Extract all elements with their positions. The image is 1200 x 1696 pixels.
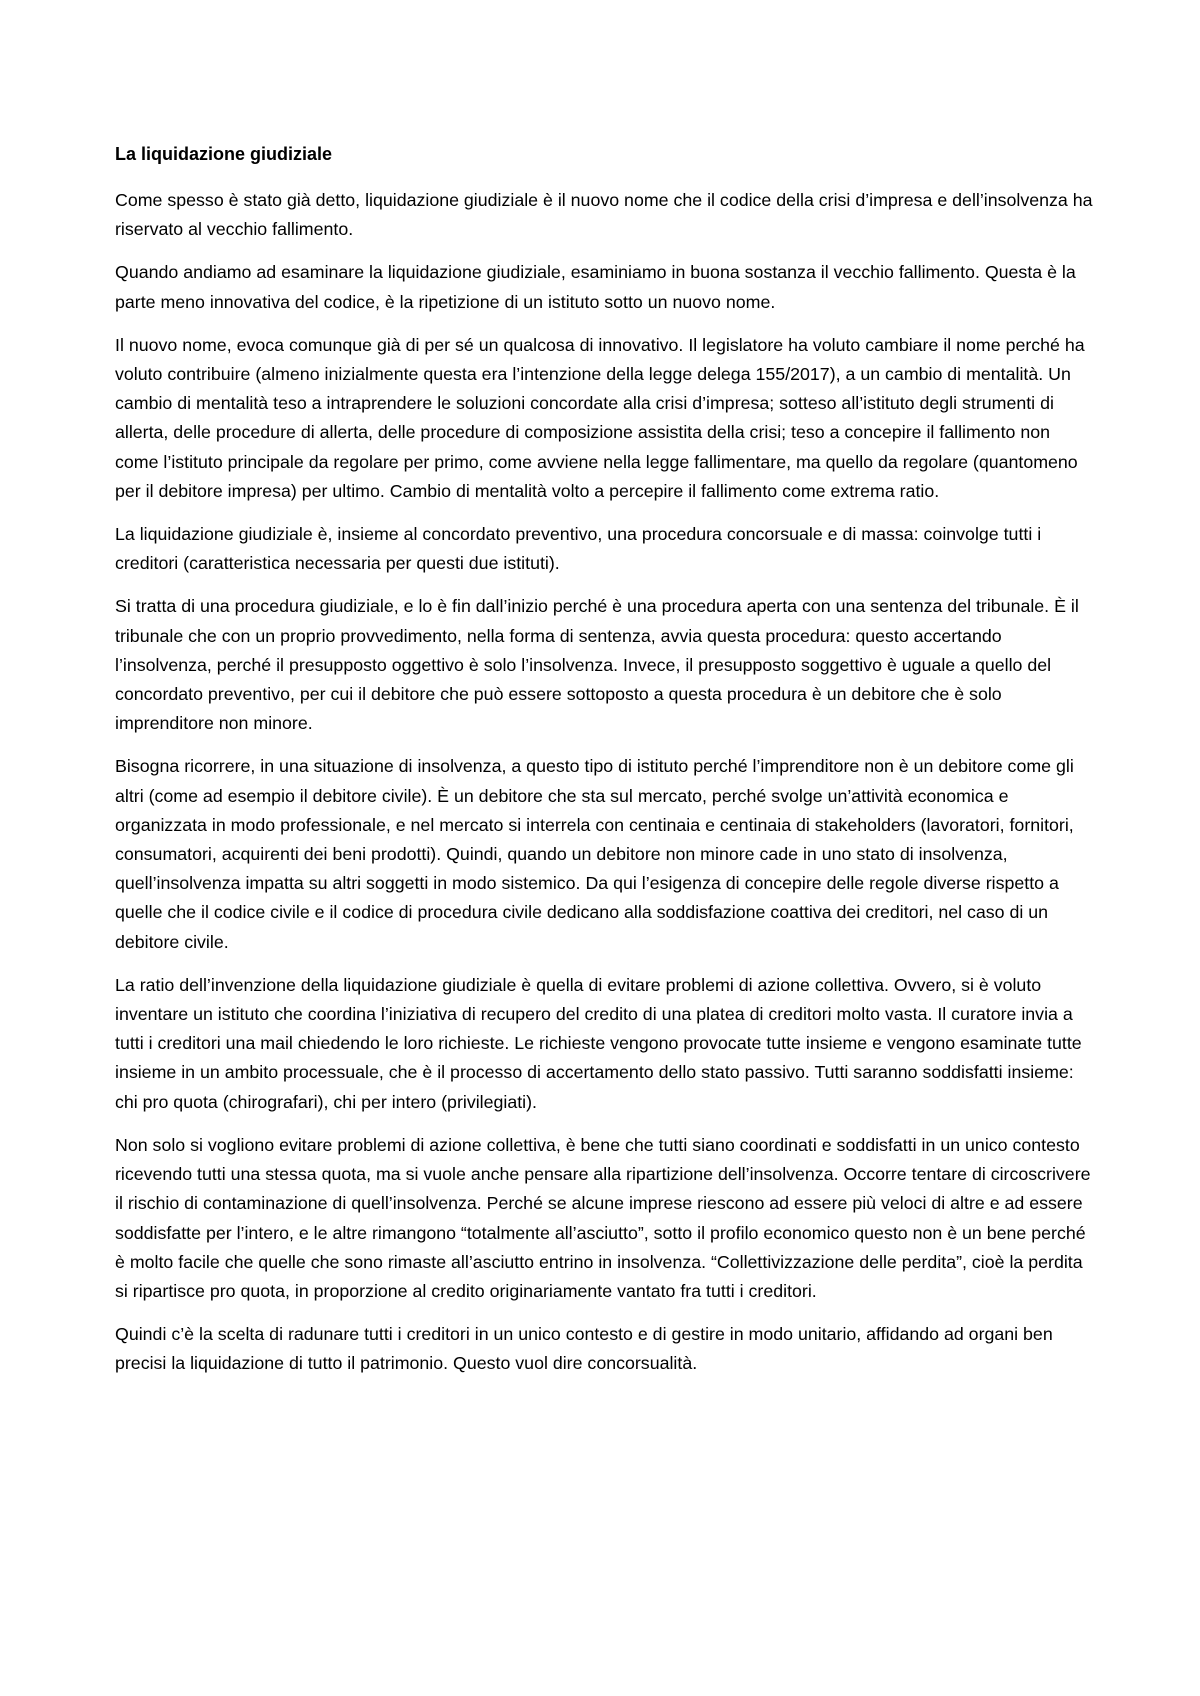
paragraph-5: Si tratta di una procedura giudiziale, e lo è fin dall’inizio perché è una procedura aperta con una sentenza del tribunale. È il tribunale che con un proprio provvedimento, nella forma di sentenza, avvia questa procedura: questo accertando l’insolvenza, perché il presupposto oggettivo è solo l’insolvenza. Invece, il presupposto soggettivo è uguale a quello del concordato preventivo, per cui il debitore che può essere sottoposto a questa procedura è un debitore che è solo imprenditore non minore. xyxy=(115,596,1079,734)
paragraph-9: Quindi c’è la scelta di radunare tutti i creditori in un unico contesto e di gestire in modo unitario, affidando ad organi ben precisi la liquidazione di tutto il patrimonio. Questo vuol dire concorsualità. xyxy=(115,1324,1053,1374)
paragraph-1: Come spesso è stato già detto, liquidazione giudiziale è il nuovo nome che il codice della crisi d’impresa e dell’insolvenza ha riservato al vecchio fallimento. xyxy=(115,190,1093,240)
paragraph-7: La ratio dell’invenzione della liquidazione giudiziale è quella di evitare problemi di azione collettiva. Ovvero, si è voluto inventare un istituto che coordina l’iniziativa di recupero del credito di una platea di creditori molto vasta. Il curatore invia a tutti i creditori una mail chiedendo le loro richieste. Le richieste vengono provocate tutte insieme e vengono esaminate tutte insieme in un ambito processuale, che è il processo di accertamento dello stato passivo. Tutti saranno soddisfatti insieme: chi pro quota (chirografari), chi per intero (privilegiati). xyxy=(115,974,1082,1112)
paragraph-3: Il nuovo nome, evoca comunque già di per sé un qualcosa di innovativo. Il legislatore ha voluto cambiare il nome perché ha voluto contribuire (almeno inizialmente questa era l’intenzione della legge delega 155/2017), a un cambio di mentalità. Un cambio di mentalità teso a intraprendere le soluzioni concordate alla crisi d’impresa; sotteso all’istituto degli strumenti di allerta, delle procedure di allerta, delle procedure di composizione assistita della crisi; teso a concepire il fallimento non come l’istituto principale da regolare per primo, come avviene nella legge fallimentare, ma quello da regolare (quantomeno per il debitore impresa) per ultimo. Cambio di mentalità volto a percepire il fallimento come extrema ratio. xyxy=(115,334,1085,501)
paragraph-4: La liquidazione giudiziale è, insieme al concordato preventivo, una procedura concorsuale e di massa: coinvolge tutti i creditori (caratteristica necessaria per questi due istituti). xyxy=(115,524,1042,574)
document-title: La liquidazione giudiziale xyxy=(115,144,333,164)
paragraph-8: Non solo si vogliono evitare problemi di azione collettiva, è bene che tutti siano coordinati e soddisfatti in un unico contesto ricevendo tutti una stessa quota, ma si vuole anche pensare alla ripartizione dell’insolvenza. Occorre tentare di circoscrivere il rischio di contaminazione di quell’insolvenza. Perché se alcune imprese riescono ad essere più veloci di altre e ad essere soddisfatte per l’intero, e le altre rimangono “totalmente all’asciutto”, sotto il profilo economico questo non è un bene perché è molto facile che quelle che sono rimaste all’asciutto entrino in insolvenza. “Collettivizzazione delle perdita”, cioè la perdita si ripartisce pro quota, in proporzione al credito originariamente vantato fra tutti i creditori. xyxy=(115,1134,1091,1301)
paragraph-2: Quando andiamo ad esaminare la liquidazione giudiziale, esaminiamo in buona sostanza il vecchio fallimento. Questa è la parte meno innovativa del codice, è la ripetizione di un istituto sotto un nuovo nome. xyxy=(115,262,1076,312)
paragraph-6: Bisogna ricorrere, in una situazione di insolvenza, a questo tipo di istituto perché l’imprenditore non è un debitore come gli altri (come ad esempio il debitore civile). È un debitore che sta sul mercato, perché svolge un’attività economica e organizzata in modo professionale, e nel mercato si interrela con centinaia e centinaia di stakeholders (lavoratori, fornitori, consumatori, acquirenti dei beni prodotti). Quindi, quando un debitore non minore cade in uno stato di insolvenza, quell’insolvenza impatta su altri soggetti in modo sistemico. Da qui l’esigenza di concepire delle regole diverse rispetto a quelle che il codice civile e il codice di procedura civile dedicano alla soddisfazione coattiva dei creditori, nel caso di un debitore civile. xyxy=(115,756,1074,952)
document-page xyxy=(115,140,1095,1393)
